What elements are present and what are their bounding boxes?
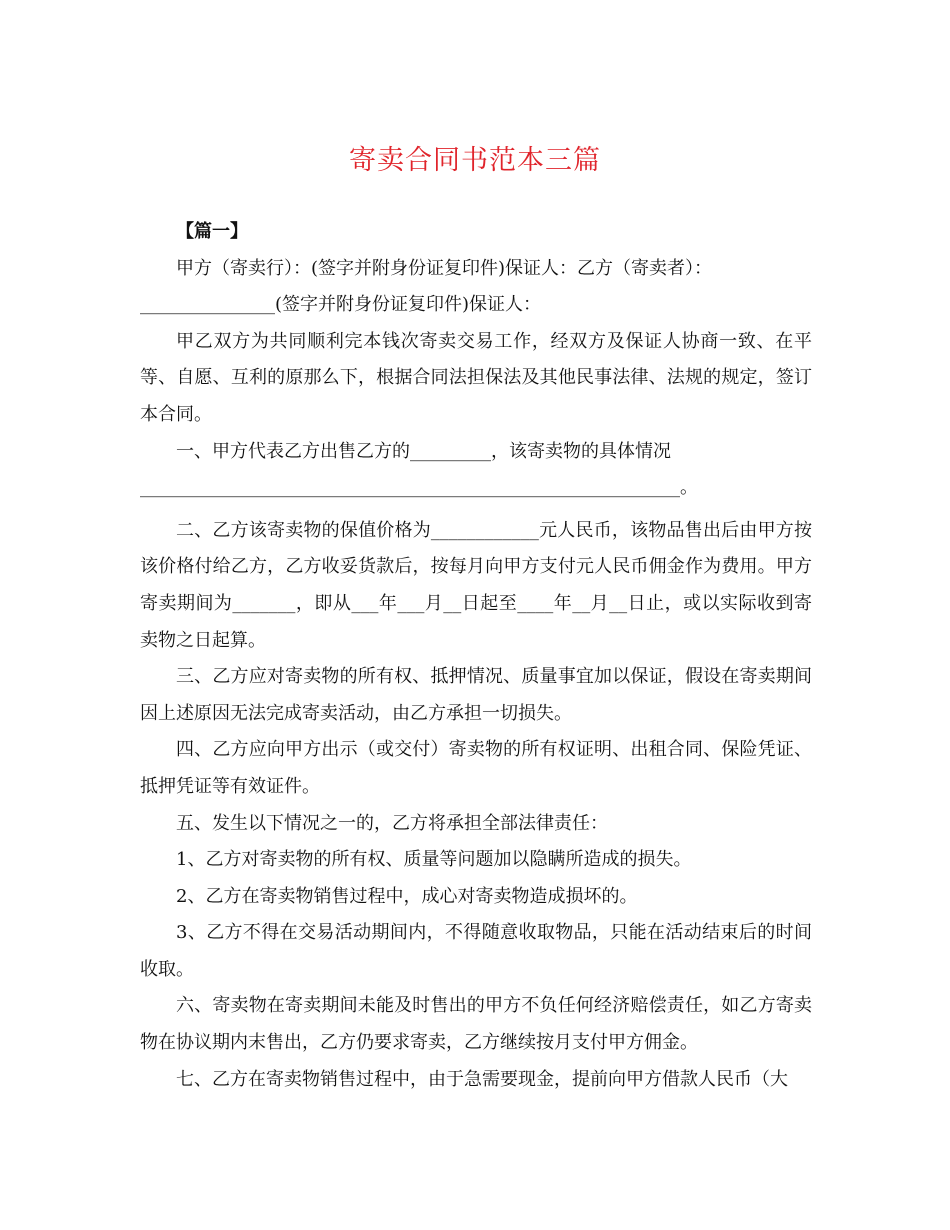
document-title: 寄卖合同书范本三篇 — [349, 145, 601, 176]
clause-7: 七、乙方在寄卖物销售过程中，由于急需要现金，提前向甲方借款人民币（大 — [176, 1068, 788, 1090]
clause-6: 六、寄卖物在寄卖期间未能及时售出的甲方不负任何经济赔偿责任，如乙方寄卖物在协议期内末售出，乙方仍要求寄卖，乙方继续按月支付甲方佣金。 — [140, 995, 812, 1054]
paragraph-preamble: 甲乙双方为共同顺利完本钱次寄卖交易工作，经双方及保证人协商一致、在平等、自愿、互利的原那么下，根据合同法担保法及其他民事法律、法规的规定，签订本合同。 — [140, 330, 812, 425]
paragraph-parties: 甲方（寄卖行）：(签字并附身份证复印件)保证人：乙方（寄卖者）： — [176, 257, 713, 279]
paragraph-guarantor: _______________(签字并附身份证复印件)保证人： — [140, 294, 542, 316]
clause-1-blank-line: ____________________________________________________________。 — [140, 477, 698, 499]
document-body — [140, 214, 812, 1098]
clause-5-item-3: 3、乙方不得在交易活动期间内，不得随意收取物品，只能在活动结束后的时间收取。 — [140, 922, 812, 980]
section-label: 【篇一】 — [176, 221, 248, 242]
clause-5-item-2: 2、乙方在寄卖物销售过程中，成心对寄卖物造成损坏的。 — [176, 885, 638, 907]
clause-4: 四、乙方应向甲方出示（或交付）寄卖物的所有权证明、出租合同、保险凭证、抵押凭证等有效证件。 — [140, 739, 812, 797]
clause-5: 五、发生以下情况之一的，乙方将承担全部法律责任： — [176, 812, 608, 834]
clause-2: 二、乙方该寄卖物的保值价格为____________元人民币，该物品售出后由甲方按该价格付给乙方，乙方收妥货款后，按每月向甲方支付元人民币佣金作为费用。甲方寄卖期间为_______，即从___年___月__日起至____年__月__日止，或以实际收到寄卖物之日起算。 — [140, 519, 812, 651]
clause-1: 一、甲方代表乙方出售乙方的_________，该寄卖物的具体情况 — [176, 440, 671, 462]
clause-5-item-1: 1、乙方对寄卖物的所有权、质量等问题加以隐瞒所造成的损失。 — [176, 849, 692, 871]
clause-3: 三、乙方应对寄卖物的所有权、抵押情况、质量事宜加以保证，假设在寄卖期间因上述原因无法完成寄卖活动，由乙方承担一切损失。 — [140, 666, 812, 724]
